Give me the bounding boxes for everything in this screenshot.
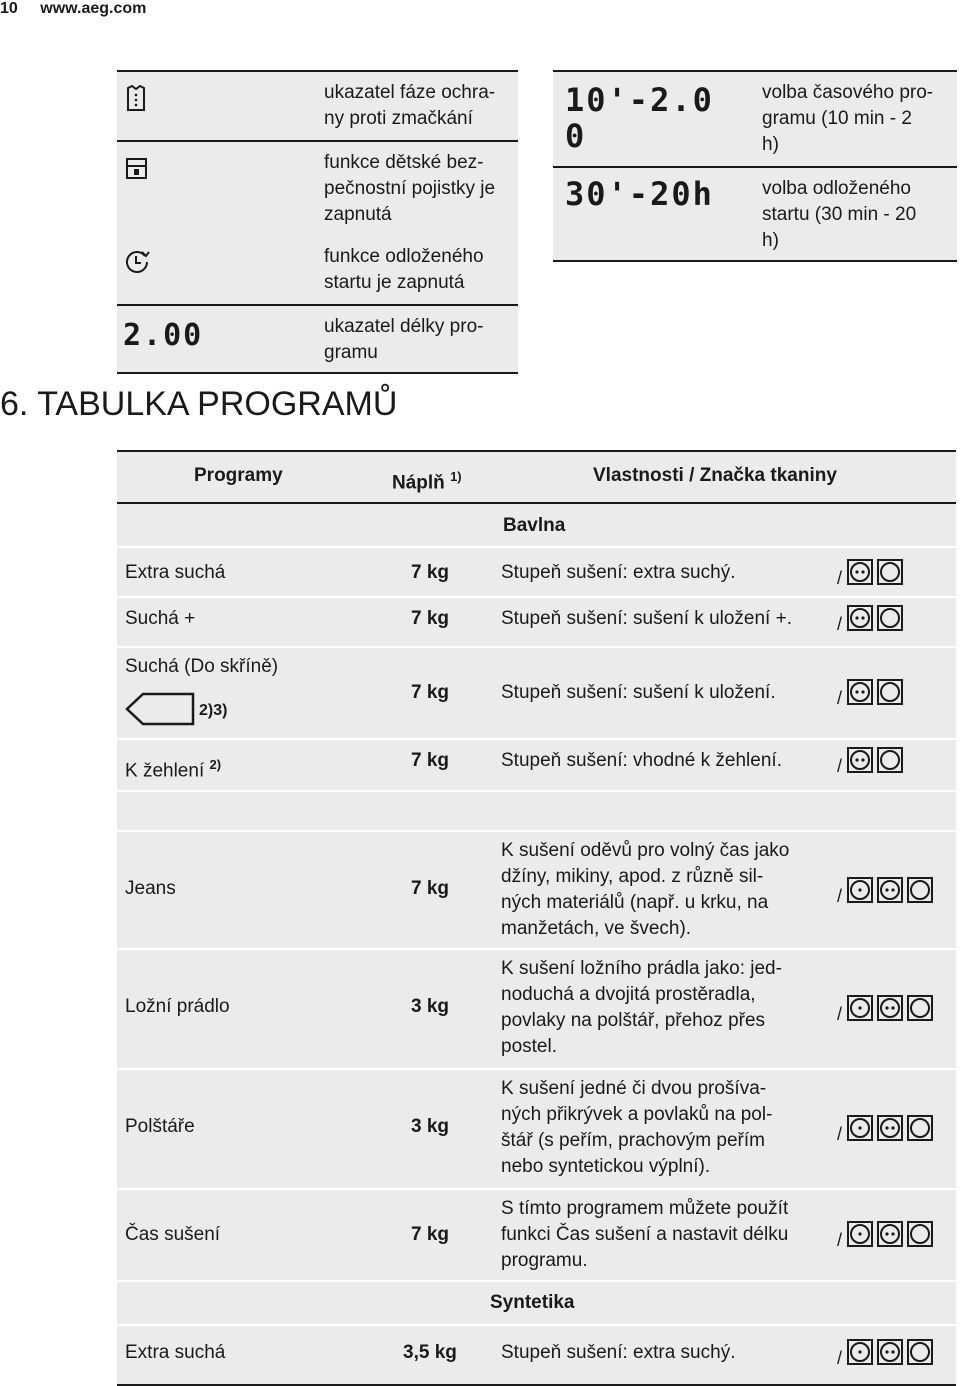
fabric-symbols: / bbox=[837, 1220, 934, 1248]
program-desc: Stupeň sušení: extra suchý. bbox=[501, 1342, 736, 1363]
program-load: 7 kg bbox=[411, 562, 450, 583]
child-lock-icon bbox=[123, 154, 149, 187]
header-load: Náplň $^{1)}$ bbox=[392, 469, 462, 494]
program-name: Jeans bbox=[125, 878, 176, 899]
dry-low-icon bbox=[846, 1220, 874, 1248]
display-text: volba časového pro- gramu (10 min - 2 h) bbox=[762, 82, 934, 155]
program-desc: K sušení oděvů pro volný čas jako džíny, mikiny, apod. z různě sil- ných materiálů (např. u krku, na manžetách, ve švech). bbox=[501, 840, 790, 939]
group-name: Bavlna bbox=[503, 515, 566, 536]
wardrobe-tag-icon bbox=[125, 692, 195, 726]
table-row bbox=[117, 648, 956, 740]
program-desc: Stupeň sušení: vhodné k žehlení. bbox=[501, 750, 782, 771]
dry-medium-icon bbox=[876, 994, 904, 1022]
program-desc: Stupeň sušení: extra suchý. bbox=[501, 562, 736, 583]
dry-normal-icon bbox=[906, 1338, 934, 1366]
table-row bbox=[117, 1326, 956, 1386]
dry-normal-icon bbox=[876, 604, 904, 632]
header-properties: Vlastnosti / Značka tkaniny bbox=[593, 465, 837, 486]
program-name: Extra suchá bbox=[125, 562, 226, 583]
table-row bbox=[117, 1070, 956, 1190]
dry-medium-icon bbox=[846, 678, 874, 706]
table-row bbox=[117, 1190, 956, 1282]
indicator-text: funkce dětské bez- pečnostní pojistky je zapnutá bbox=[324, 152, 496, 225]
dry-normal-icon bbox=[906, 1114, 934, 1142]
fabric-symbols: / bbox=[837, 1114, 934, 1142]
website-url: www.aeg.com bbox=[40, 0, 147, 17]
program-desc: S tímto programem můžete použít funkci Čas sušení a nastavit délku programu. bbox=[501, 1198, 789, 1271]
fabric-symbols: / bbox=[837, 746, 904, 774]
anti-crease-icon bbox=[123, 84, 149, 117]
display-row bbox=[553, 72, 957, 166]
display-row bbox=[553, 168, 957, 262]
group-header bbox=[117, 504, 956, 548]
dry-medium-icon bbox=[876, 876, 904, 904]
indicator-text: ukazatel délky pro- gramu bbox=[324, 316, 484, 363]
dry-normal-icon bbox=[906, 1220, 934, 1248]
dry-medium-icon bbox=[876, 1220, 904, 1248]
group-header bbox=[117, 1282, 956, 1326]
program-load: 7 kg bbox=[411, 1224, 450, 1245]
program-name: Čas sušení bbox=[125, 1224, 221, 1245]
dry-medium-icon bbox=[846, 746, 874, 774]
dry-low-icon bbox=[846, 1114, 874, 1142]
table-row bbox=[117, 950, 956, 1070]
program-name: Suchá (Do skříně) bbox=[125, 656, 279, 677]
indicator-text: ukazatel fáze ochra- ny proti zmačkání bbox=[324, 82, 496, 129]
dry-low-icon bbox=[846, 994, 874, 1022]
program-load: 7 kg bbox=[411, 608, 450, 629]
program-load: 3 kg bbox=[411, 1116, 450, 1137]
delay-start-display: 30'-20h bbox=[565, 175, 714, 213]
indicator-row bbox=[117, 142, 518, 234]
fabric-symbols: / bbox=[837, 876, 934, 904]
page-number: 10 bbox=[0, 0, 18, 17]
fabric-symbols: / bbox=[837, 994, 934, 1022]
program-load: 7 kg bbox=[411, 878, 450, 899]
program-name: Polštáře bbox=[125, 1116, 195, 1137]
time-program-display: 10'-2.0 0 bbox=[565, 81, 714, 155]
program-name: Suchá + bbox=[125, 608, 196, 629]
indicator-table bbox=[117, 70, 518, 374]
dry-medium-icon bbox=[876, 1338, 904, 1366]
program-desc: Stupeň sušení: sušení k uložení. bbox=[501, 682, 776, 703]
program-name: Ložní prádlo bbox=[125, 996, 230, 1017]
table-row bbox=[117, 548, 956, 598]
display-text: volba odloženého startu (30 min - 20 h) bbox=[762, 178, 917, 251]
program-load: 7 kg bbox=[411, 682, 450, 703]
fabric-symbols: / bbox=[837, 558, 904, 586]
program-desc: Stupeň sušení: sušení k uložení +. bbox=[501, 608, 792, 629]
indicator-text: funkce odloženého startu je zapnutá bbox=[324, 246, 484, 293]
dry-medium-icon bbox=[876, 1114, 904, 1142]
table-row bbox=[117, 832, 956, 950]
group-name: Syntetika bbox=[490, 1292, 575, 1313]
fabric-symbols: / bbox=[837, 604, 904, 632]
dry-normal-icon bbox=[876, 678, 904, 706]
dry-normal-icon bbox=[876, 746, 904, 774]
table-row bbox=[117, 740, 956, 792]
dry-low-icon bbox=[846, 1338, 874, 1366]
page-header bbox=[0, 0, 164, 18]
dry-medium-icon bbox=[846, 604, 874, 632]
dry-normal-icon bbox=[906, 876, 934, 904]
program-desc: K sušení jedné či dvou prošíva- ných přikrývek a povlaků na pol- štář (s peřím, prachovým peřím nebo syntetickou výplní). bbox=[501, 1078, 773, 1177]
section-title: 6. TABULKA PROGRAMŮ bbox=[0, 385, 398, 423]
delay-start-icon bbox=[123, 248, 151, 281]
program-name: Extra suchá bbox=[125, 1342, 226, 1363]
duration-display: 2.00 bbox=[123, 318, 204, 353]
table-row bbox=[117, 598, 956, 648]
group-header bbox=[117, 792, 956, 832]
program-table bbox=[117, 450, 956, 1386]
program-load: 3 kg bbox=[411, 996, 450, 1017]
display-table bbox=[553, 70, 957, 262]
program-name: K žehlení $^{2)}$ bbox=[125, 757, 222, 782]
program-load: 7 kg bbox=[411, 750, 450, 771]
dry-medium-icon bbox=[846, 558, 874, 586]
dry-normal-icon bbox=[876, 558, 904, 586]
indicator-row bbox=[117, 306, 518, 374]
program-desc: K sušení ložního prádla jako: jed- noduchá a dvojitá prostěradla, povlaky na polštář, přehoz přes postel. bbox=[501, 958, 782, 1057]
indicator-row bbox=[117, 234, 518, 306]
dry-low-icon bbox=[846, 876, 874, 904]
indicator-row bbox=[117, 72, 518, 142]
fabric-symbols: / bbox=[837, 1338, 934, 1366]
header-programs: Programy bbox=[194, 465, 283, 486]
fabric-symbols: / bbox=[837, 678, 904, 706]
dry-normal-icon bbox=[906, 994, 934, 1022]
program-load: 3,5 kg bbox=[403, 1342, 457, 1363]
table-header bbox=[117, 450, 956, 502]
program-note: 2)3) bbox=[199, 702, 228, 719]
